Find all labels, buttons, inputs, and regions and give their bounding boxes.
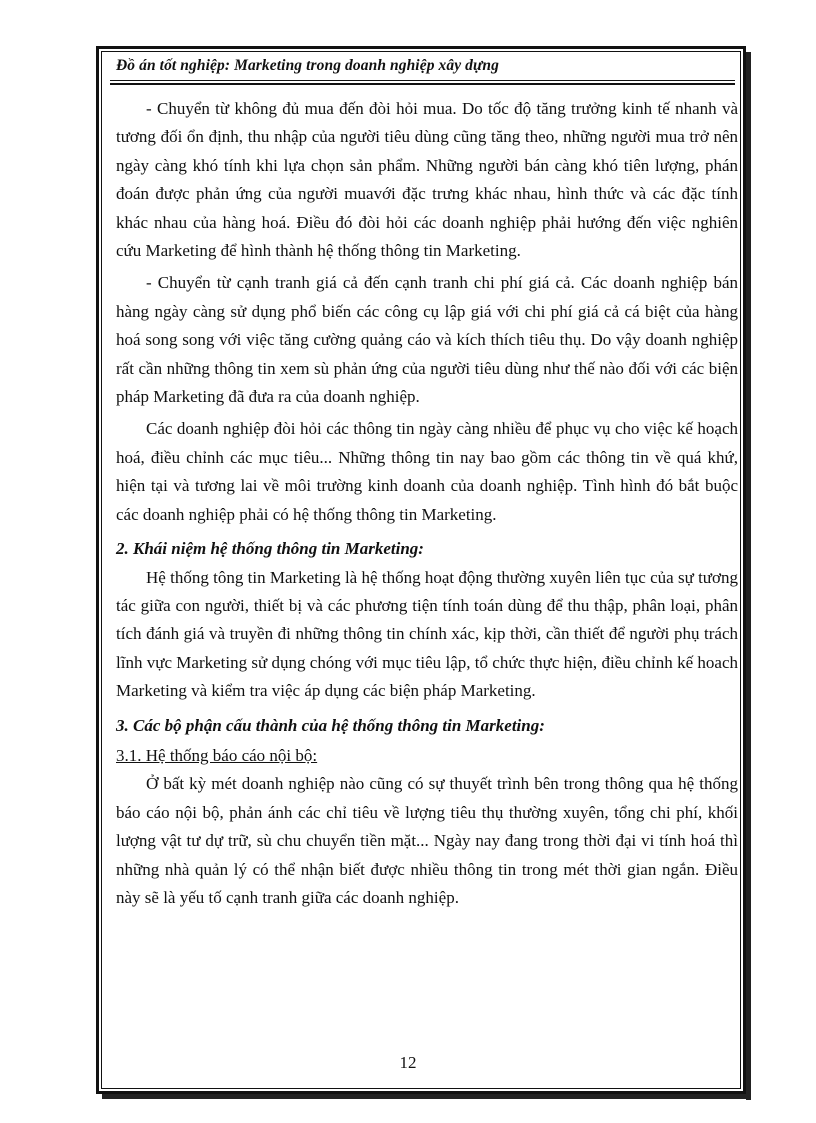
section-heading-2: 2. Khái niệm hệ thống thông tin Marketing:: [116, 539, 424, 559]
paragraph-information-needs: Các doanh nghiệp đòi hỏi các thông tin ngày càng nhiều để phục vụ cho việc kế hoạch hoá, điều chỉnh các mục tiêu... Những thông tin nay bao gồm các thông tin về quá khứ, hiện tại và tương lai về môi trường kinh doanh của doanh nghiệp. Tình hình đó bắt buộc các doanh nghiệp phải có hệ thống thông tin Marketing.: [116, 419, 738, 524]
paragraph-price-competition: - Chuyển từ cạnh tranh giá cả đến cạnh tranh chi phí giá cả. Các doanh nghiệp bán hàng ngày càng sử dụng phổ biến các công cụ lập giá với chi phí giá cả cá biệt của hàng hoá song song với việc tăng cường quảng cáo và kích thích tiêu thụ. Do vậy doanh nghiệp rất cần những thông tin xem sù phản ứng của người tiêu dùng như thế nào đối với các biện pháp Marketing đã đưa ra của doanh nghiệp.: [116, 273, 738, 407]
page-body: [116, 95, 738, 912]
paragraph-mis-definition: Hệ thống tông tin Marketing là hệ thống hoạt động thường xuyên liên tục của sự tương tác giữa con người, thiết bị và các phương tiện tính toán dùng để thu thập, phân loại, phân tích đánh giá và truyền đi những thông tin chính xác, kịp thời, cần thiết để người phụ trách lĩnh vực Marketing sử dụng chóng với mục tiêu lập, tổ chức thực hiện, điều chỉnh kế hoach Marketing và kiểm tra việc áp dụng các biện pháp Marketing.: [116, 567, 738, 701]
header-rule: [110, 80, 735, 81]
running-header: Đồ án tốt nghiệp: Marketing trong doanh nghiệp xây dựng: [116, 57, 499, 74]
paragraph-internal-reporting: Ở bất kỳ mét doanh nghiệp nào cũng có sự thuyết trình bên trong thông qua hệ thống báo cáo nội bộ, phản ánh các chỉ tiêu về lượng tiêu thụ thường xuyên, tổng chi phí, khối lượng vật tư dự trữ, sù chu chuyển tiền mặt... Ngày nay đang trong thời đại vi tính hoá thì những nhà quản lý có thể nhận biết được nhiều thông tin trong mét thời gian ngắn. Điều này sẽ là yếu tố cạnh tranh giữa các doanh nghiệp.: [116, 774, 738, 907]
header-rule-thick: [110, 83, 735, 85]
paragraph-purchasing-shift: - Chuyển từ không đủ mua đến đòi hỏi mua. Do tốc độ tăng trưởng kinh tế nhanh và tương đối ổn định, thu nhập của người tiêu dùng cũng tăng theo, những người mua trở nên ngày càng khó tính khi lựa chọn sản phẩm. Những người bán càng khó tiên lượng, phán đoán được phản ứng của người muavới đặc trưng khác nhau, hình thức và các đặc tính khác nhau của hàng hoá. Điều đó đòi hỏi các doanh nghiệp phải hướng đến việc nghiên cứu Marketing để hình thành hệ thống thông tin Marketing.: [116, 99, 738, 261]
section-heading-3: 3. Các bộ phận cấu thành của hệ thống thông tin Marketing:: [116, 715, 545, 735]
page-number: 12: [399, 1053, 417, 1072]
page-border-shadow-bottom: [102, 1094, 751, 1099]
subsection-heading-3-1: 3.1. Hệ thống báo cáo nội bộ:: [116, 745, 318, 765]
page-border-shadow-right: [746, 52, 751, 1100]
